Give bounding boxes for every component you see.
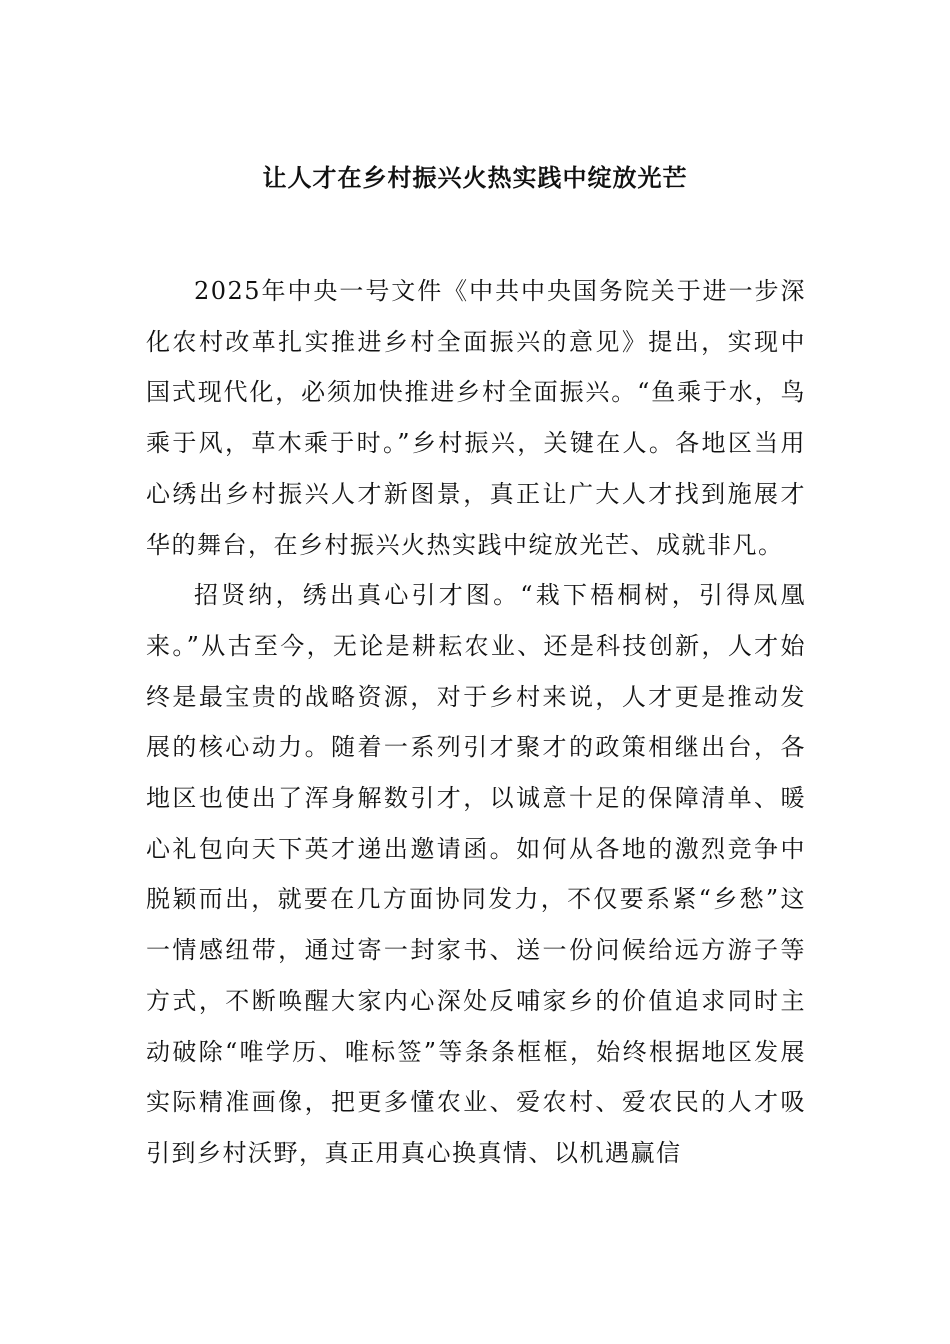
paragraph-2: 招贤纳，绣出真心引才图。“栽下梧桐树，引得凤凰来。”从古至今，无论是耕耘农业、还是科技创新，人才始终是最宝贵的战略资源，对于乡村来说，人才更是推动发展的核心动力。随着一系列引才聚才的政策相继出台，各地区也使出了浑身解数引才，以诚意十足的保障清单、暖心礼包向天下英才递出邀请函。如何从各地的激烈竞争中脱颖而出，就要在几方面协同发力，不仅要系紧“乡愁”这一情感纽带，通过寄一封家书、送一份问候给远方游子等方式，不断唤醒大家内心深处反哺家乡的价值追求同时主动破除“唯学历、唯标签”等条条框框，始终根据地区发展实际精准画像，把更多懂农业、爱农村、爱农民的人才吸引到乡村沃野，真正用真心换真情、以机遇赢信 bbox=[146, 581, 806, 1167]
document-body bbox=[146, 266, 806, 1179]
document-title: 让人才在乡村振兴火热实践中绽放光芒 bbox=[262, 164, 688, 192]
paragraph-1: 2025年中央一号文件《中共中央国务院关于进一步深化农村改革扎实推进乡村全面振兴的意见》提出，实现中国式现代化，必须加快推进乡村全面振兴。“鱼乘于水，鸟乘于风，草木乘于时。”乡村振兴，关键在人。各地区当用心绣出乡村振兴人才新图景，真正让广大人才找到施展才华的舞台，在乡村振兴火热实践中绽放光芒、成就非凡。 bbox=[146, 277, 806, 559]
